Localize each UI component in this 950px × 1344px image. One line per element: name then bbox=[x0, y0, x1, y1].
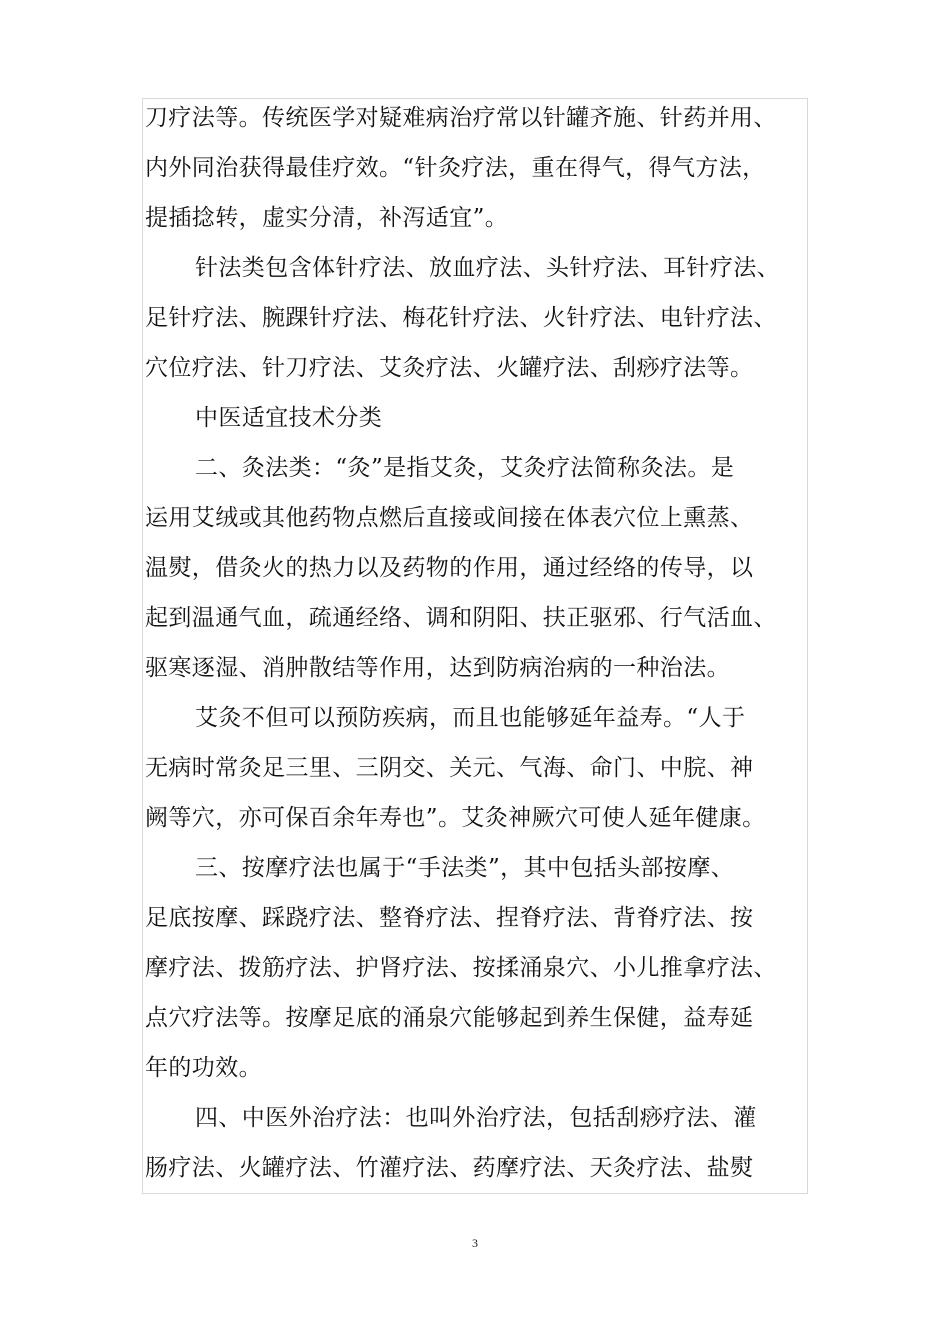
paragraph-start-line: 二、灸法类：“灸”是指艾灸，艾灸疗法简称灸法。是 bbox=[195, 455, 735, 481]
text-line: 运用艾绒或其他药物点燃后直接或间接在体表穴位上熏蒸、 bbox=[145, 505, 754, 531]
text-line: 足底按摩、踩跷疗法、整脊疗法、捏脊疗法、背脊疗法、按 bbox=[145, 905, 754, 931]
paragraph-start-line: 三、按摩疗法也属于“手法类”，其中包括头部按摩、 bbox=[195, 855, 735, 881]
text-line: 起到温通气血，疏通经络、调和阴阳、扶正驱邪、行气活血、 bbox=[145, 605, 777, 631]
text-line: 肠疗法、火罐疗法、竹灌疗法、药摩疗法、天灸疗法、盐熨 bbox=[145, 1155, 754, 1181]
text-line: 阙等穴，亦可保百余年寿也”。艾灸神厥穴可使人延年健康。 bbox=[145, 805, 766, 831]
paragraph-start-line: 艾灸不但可以预防疾病，而且也能够延年益寿。“人于 bbox=[195, 705, 746, 731]
text-line: 提插捻转，虚实分清，补泻适宜”。 bbox=[145, 205, 509, 231]
section-heading: 中医适宜技术分类 bbox=[195, 405, 383, 431]
text-line: 足针疗法、腕踝针疗法、梅花针疗法、火针疗法、电针疗法、 bbox=[145, 305, 777, 331]
text-line: 刀疗法等。传统医学对疑难病治疗常以针罐齐施、针药并用、 bbox=[145, 105, 777, 131]
paragraph-start-line: 针法类包含体针疗法、放血疗法、头针疗法、耳针疗法、 bbox=[195, 255, 780, 281]
text-line: 无病时常灸足三里、三阴交、关元、气海、命门、中脘、神 bbox=[145, 755, 754, 781]
page-number: 3 bbox=[472, 1236, 478, 1250]
paragraph-start-line: 四、中医外治疗法：也叫外治疗法，包括刮痧疗法、灌 bbox=[195, 1105, 757, 1131]
text-line: 温熨，借灸火的热力以及药物的作用，通过经络的传导，以 bbox=[145, 555, 754, 581]
text-line: 内外同治获得最佳疗效。“针灸疗法，重在得气，得气方法， bbox=[145, 155, 766, 181]
text-line: 摩疗法、拨筋疗法、护肾疗法、按揉涌泉穴、小儿推拿疗法、 bbox=[145, 955, 777, 981]
text-line: 穴位疗法、针刀疗法、艾灸疗法、火罐疗法、刮痧疗法等。 bbox=[145, 355, 754, 381]
text-line: 驱寒逐湿、消肿散结等作用，达到防病治病的一种治法。 bbox=[145, 655, 730, 681]
text-line: 年的功效。 bbox=[145, 1055, 262, 1081]
text-line: 点穴疗法等。按摩足底的涌泉穴能够起到养生保健，益寿延 bbox=[145, 1005, 754, 1031]
